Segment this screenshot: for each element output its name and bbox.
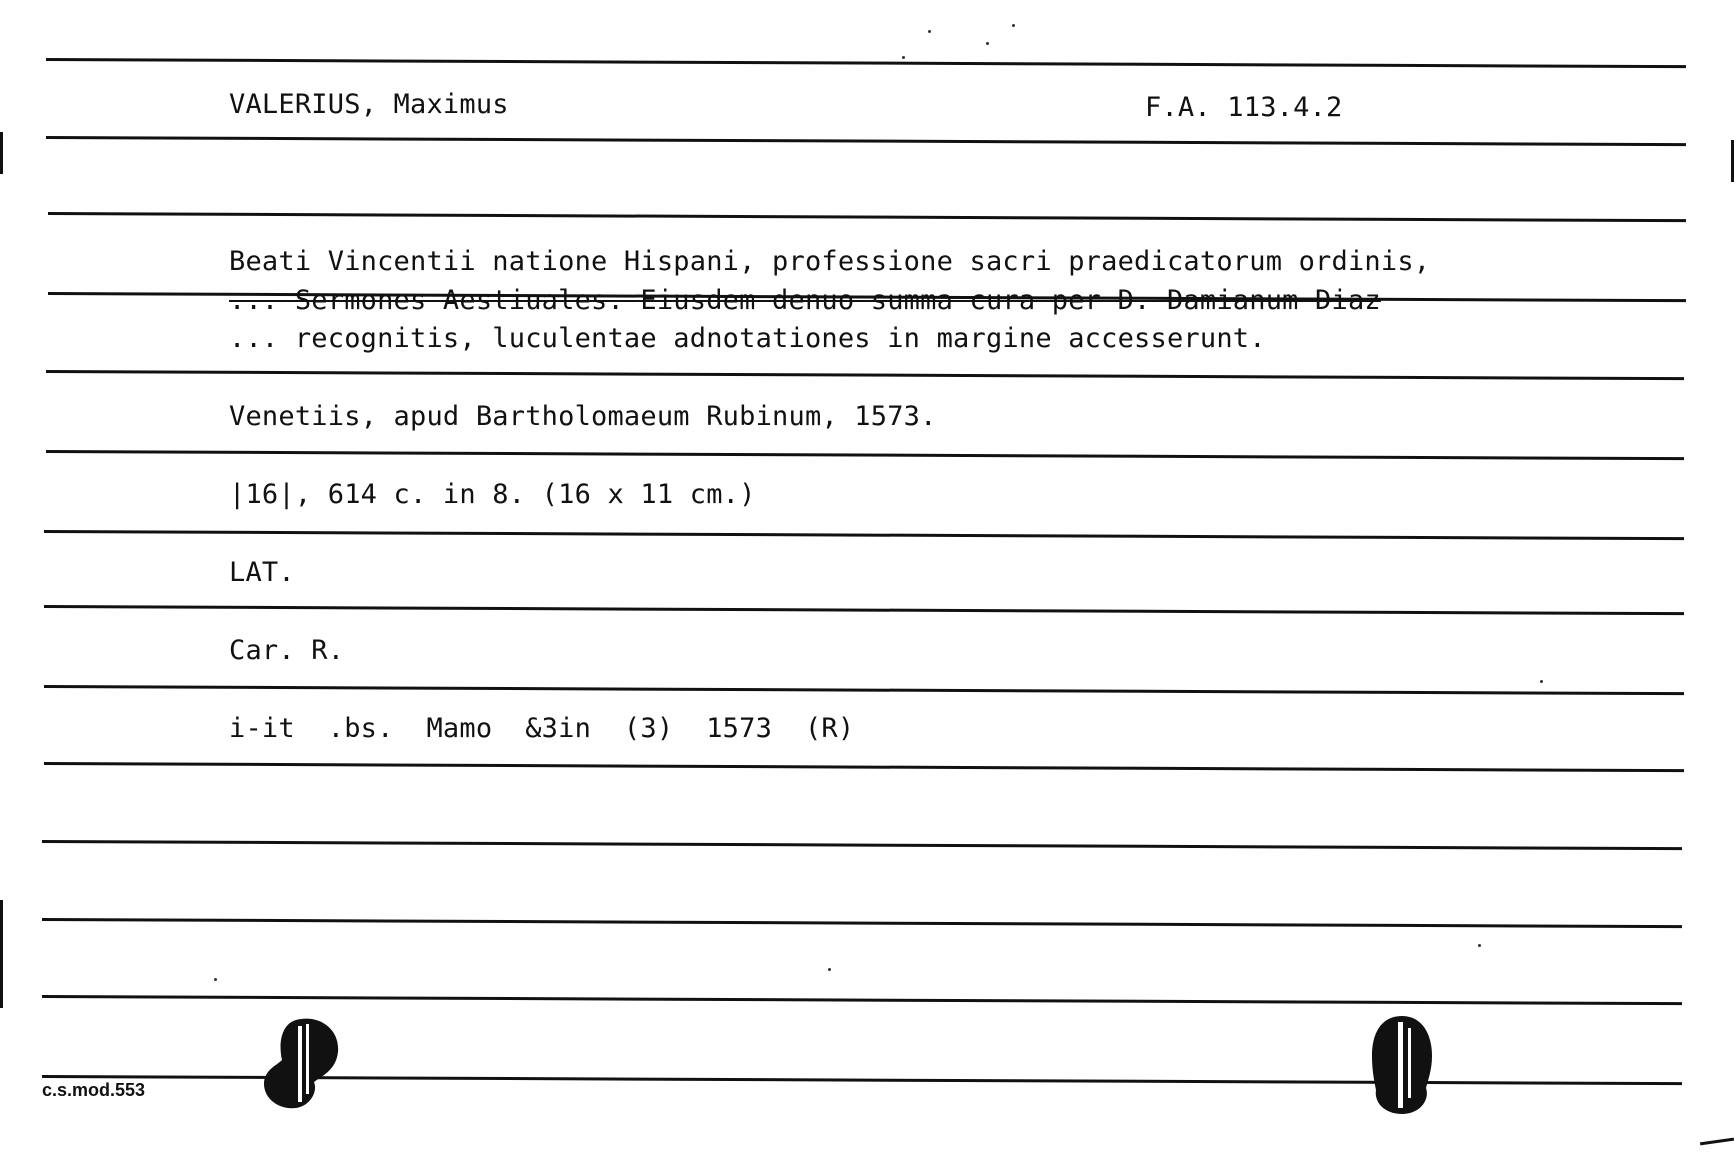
title-line-2: ... Sermones Aestiuales. Eiusdem denuo summa cura per D. Damianum Diaz bbox=[229, 285, 1381, 316]
edge-mark bbox=[0, 900, 3, 1008]
fingerprint: i-it .bs. Mamo &3in (3) 1573 (R) bbox=[229, 713, 855, 744]
form-code: c.s.mod.553 bbox=[42, 1080, 146, 1100]
speck bbox=[928, 30, 931, 33]
ruled-line bbox=[44, 605, 1684, 615]
collation: |16|, 614 c. in 8. (16 x 11 cm.) bbox=[229, 479, 756, 510]
note: Car. R. bbox=[229, 635, 345, 666]
ruled-line bbox=[48, 212, 1686, 222]
ruled-line bbox=[46, 370, 1684, 380]
punch-hole-icon bbox=[1368, 1010, 1438, 1120]
speck bbox=[1012, 24, 1015, 27]
author-heading: VALERIUS, Maximus bbox=[229, 89, 509, 120]
edge-mark bbox=[0, 132, 3, 174]
imprint: Venetiis, apud Bartholomaeum Rubinum, 1573. bbox=[229, 401, 937, 432]
ruled-line bbox=[44, 685, 1684, 695]
ruled-line bbox=[46, 58, 1686, 68]
speck bbox=[902, 56, 905, 59]
title-line-1: Beati Vincentii natione Hispani, professione sacri praedicatorum ordinis, bbox=[229, 246, 1431, 277]
speck bbox=[1478, 944, 1481, 947]
ruled-line bbox=[44, 762, 1684, 772]
ruled-line bbox=[42, 840, 1682, 850]
language: LAT. bbox=[229, 557, 295, 588]
title-line-3: ... recognitis, luculentae adnotationes in margine accesserunt. bbox=[229, 323, 1266, 354]
ruled-line bbox=[44, 530, 1684, 540]
ruled-line bbox=[42, 918, 1682, 928]
speck bbox=[1540, 680, 1543, 683]
speck bbox=[828, 968, 831, 971]
punch-hole-icon bbox=[258, 1012, 348, 1112]
speck bbox=[214, 978, 217, 981]
edge-line bbox=[1700, 1138, 1734, 1146]
ruled-line bbox=[42, 995, 1682, 1005]
speck bbox=[986, 42, 989, 45]
shelfmark: F.A. 113.4.2 bbox=[1145, 92, 1343, 123]
ruled-line bbox=[46, 450, 1684, 460]
ruled-line bbox=[46, 136, 1686, 146]
